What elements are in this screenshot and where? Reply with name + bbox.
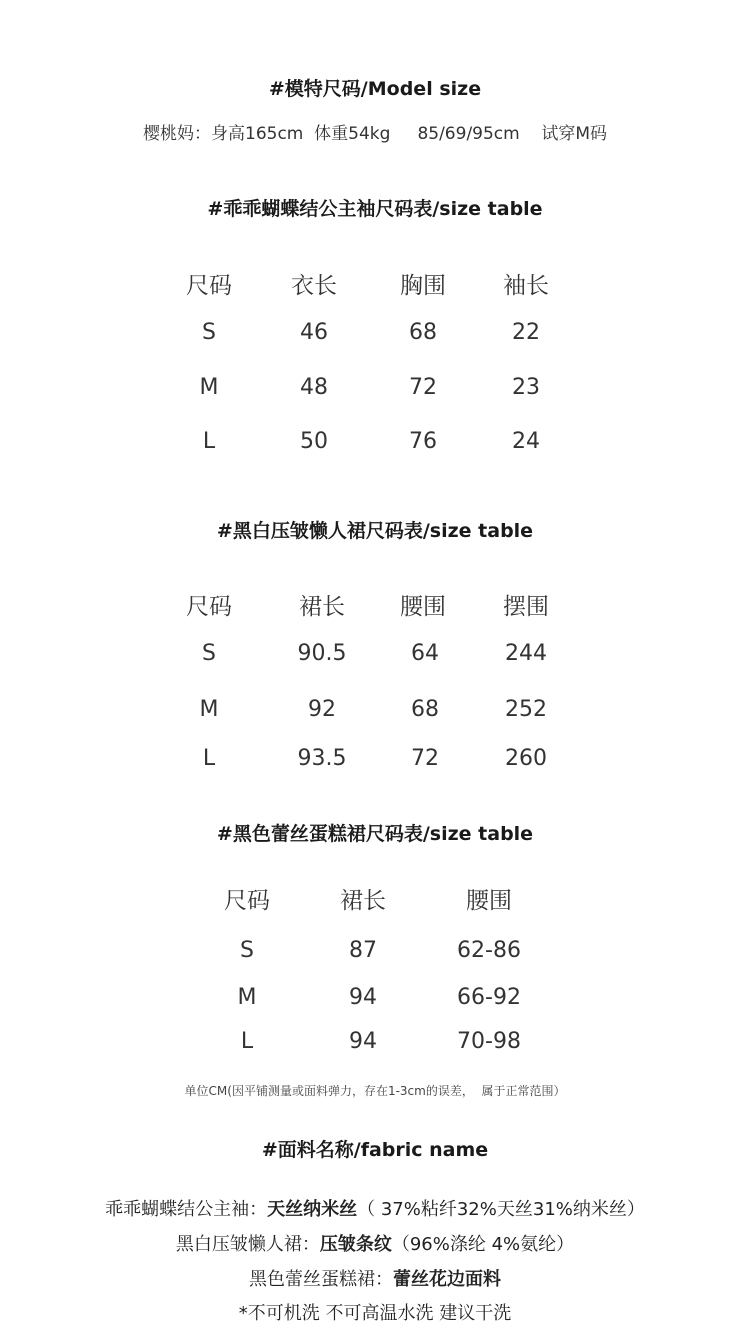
table-2-header-size: 尺码 <box>186 594 232 620</box>
table-3-header-size: 尺码 <box>224 888 270 914</box>
table-1-header-length: 衣长 <box>291 273 337 299</box>
table-2-cell: 68 <box>411 697 439 722</box>
table-2-cell: 90.5 <box>297 641 347 666</box>
fabric-material: 天丝纳米丝 <box>267 1199 358 1220</box>
table-3-cell: 66-92 <box>457 985 521 1010</box>
table-1-cell: 46 <box>300 320 328 345</box>
table-2-cell: 260 <box>505 746 547 771</box>
table-2-cell: 92 <box>308 697 336 722</box>
table-1-header-size: 尺码 <box>186 273 232 299</box>
table-2-cell: 72 <box>411 746 439 771</box>
table-1-cell: 50 <box>300 429 328 454</box>
table-1-cell: 23 <box>512 375 540 400</box>
table-3-cell: M <box>237 985 257 1010</box>
table-2-cell: L <box>202 746 216 771</box>
measurement-note: 单位CM(因平铺测量或面料弹力，存在1-3cm的误差， 属于正常范围） <box>184 1084 566 1098</box>
fabric-heading: #面料名称/fabric name <box>261 1139 489 1161</box>
table-1-cell: 68 <box>409 320 437 345</box>
fabric-line-3 <box>0 1265 750 1291</box>
table-3-cell: 94 <box>349 985 377 1010</box>
table-2-header-hem: 摆围 <box>503 594 549 620</box>
model-size-info: 樱桃妈：身高165cm 体重54kg 85/69/95cm 试穿M码 <box>143 124 607 144</box>
table-2-cell: 252 <box>505 697 547 722</box>
table-2-cell: 93.5 <box>297 746 347 771</box>
fabric-detail: （ 37%粘纤32%天丝31%纳米丝） <box>357 1199 645 1220</box>
table-2-cell: S <box>202 641 216 666</box>
fabric-label: 黑色蕾丝蛋糕裙： <box>249 1269 393 1290</box>
table-3-header-length: 裙长 <box>340 888 386 914</box>
fabric-line-2 <box>0 1230 750 1256</box>
table-3-cell: 62-86 <box>457 938 521 963</box>
table-1-cell: 76 <box>409 429 437 454</box>
table-1-header-sleeve: 袖长 <box>503 273 549 299</box>
table-3-cell: L <box>240 1029 254 1054</box>
table-3-header-waist: 腰围 <box>466 888 512 914</box>
model-size-heading: #模特尺码/Model size <box>268 78 482 100</box>
table-1-cell: L <box>202 429 216 454</box>
table-2-cell: M <box>199 697 219 722</box>
table-1-heading: #乖乖蝴蝶结公主袖尺码表/size table <box>207 198 543 220</box>
fabric-material: 压皱条纹 <box>319 1234 392 1255</box>
care-instructions: *不可机洗 不可高温水洗 建议干洗 <box>238 1303 512 1324</box>
fabric-line-1 <box>0 1195 750 1221</box>
table-3-heading: #黑色蕾丝蛋糕裙尺码表/size table <box>216 823 534 845</box>
table-2-header-waist: 腰围 <box>400 594 446 620</box>
table-1-header-chest: 胸围 <box>400 273 446 299</box>
table-2-cell: 244 <box>505 641 547 666</box>
table-2-header-length: 裙长 <box>299 594 345 620</box>
fabric-label: 乖乖蝴蝶结公主袖： <box>105 1199 268 1220</box>
table-1-cell: S <box>202 320 216 345</box>
table-1-cell: 22 <box>512 320 540 345</box>
table-3-cell: 94 <box>349 1029 377 1054</box>
fabric-detail: （96%涤纶 4%氨纶） <box>391 1234 575 1255</box>
fabric-material: 蕾丝花边面料 <box>393 1269 501 1290</box>
table-3-cell: S <box>240 938 254 963</box>
fabric-label: 黑白压皱懒人裙： <box>175 1234 320 1255</box>
table-3-cell: 70-98 <box>457 1029 521 1054</box>
table-2-cell: 64 <box>411 641 439 666</box>
table-1-cell: M <box>199 375 219 400</box>
table-1-cell: 24 <box>512 429 540 454</box>
table-2-heading: #黑白压皱懒人裙尺码表/size table <box>216 520 534 542</box>
table-3-cell: 87 <box>349 938 377 963</box>
table-1-cell: 48 <box>300 375 328 400</box>
table-1-cell: 72 <box>409 375 437 400</box>
